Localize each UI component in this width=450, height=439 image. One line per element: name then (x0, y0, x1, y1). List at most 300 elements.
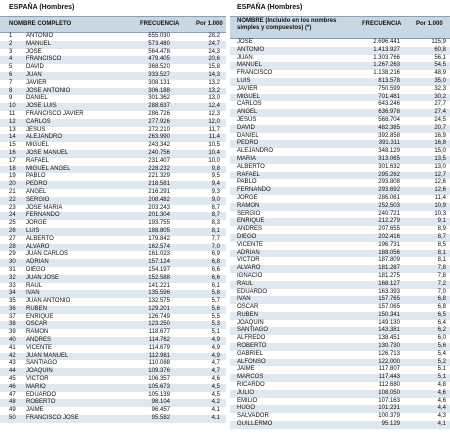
table-row (0, 220, 226, 228)
rank-cell: 20 (9, 181, 16, 188)
frequency-cell: 100.379 (378, 413, 400, 420)
table-row (230, 320, 450, 328)
name-cell: JUAN (237, 54, 253, 61)
name-cell: JESUS (237, 116, 257, 123)
per-thousand-cell: 12,6 (434, 179, 446, 186)
name-cell: ANTONIO (237, 46, 265, 53)
table-row (230, 327, 450, 335)
table-row (230, 265, 450, 273)
per-thousand-cell: 12,6 (434, 187, 446, 194)
rank-cell: 42 (9, 352, 16, 359)
name-cell: ALEJANDRO (237, 148, 274, 155)
per-thousand-cell: 13,0 (434, 163, 446, 170)
right-table-title: ESPAÑA (Hombres) (237, 4, 303, 11)
name-cell: RUBEN (237, 311, 259, 318)
name-cell: CARLOS (237, 101, 262, 108)
name-cell: JOSE ANTONIO (26, 87, 71, 94)
name-cell: ADRIAN (237, 249, 260, 256)
name-cell: SALVADOR (237, 413, 269, 420)
rank-cell: 30 (9, 259, 16, 266)
per-thousand-cell: 4,1 (211, 407, 220, 414)
rank-cell: 25 (9, 220, 16, 227)
table-row (0, 353, 226, 361)
per-thousand-cell: 27,7 (434, 101, 446, 108)
name-cell: PABLO (26, 173, 46, 180)
frequency-cell: 161.023 (148, 251, 170, 258)
table-row (0, 244, 226, 252)
name-cell: FRANCISCO (26, 56, 62, 63)
name-cell: DAVID (26, 64, 44, 71)
per-thousand-cell: 24,3 (208, 48, 220, 55)
name-cell: MARCOS (237, 374, 264, 381)
rank-cell: 29 (9, 251, 16, 258)
table-row (0, 368, 226, 376)
name-cell: EMILIO (237, 397, 258, 404)
frequency-cell: 98.104 (151, 399, 170, 406)
frequency-cell: 114.762 (148, 337, 170, 344)
table-row (230, 195, 450, 203)
frequency-cell: 203.243 (148, 204, 170, 211)
name-cell: ALEJANDRO (26, 134, 63, 141)
per-thousand-cell: 6,6 (211, 274, 220, 281)
frequency-cell: 141.221 (148, 282, 170, 289)
per-thousand-cell: 56,1 (434, 54, 446, 61)
table-row (230, 413, 450, 421)
frequency-cell: 750.599 (378, 85, 400, 92)
per-thousand-cell: 7,7 (211, 235, 220, 242)
per-thousand-cell: 4,7 (211, 360, 220, 367)
right-table-body (230, 39, 450, 429)
frequency-cell: 105.139 (148, 391, 170, 398)
name-cell: DIEGO (237, 233, 257, 240)
name-cell: JOSE LUIS (26, 103, 57, 110)
rank-cell: 48 (9, 399, 16, 406)
table-row (0, 267, 226, 275)
rank-cell: 9 (9, 95, 13, 102)
frequency-cell: 212.279 (378, 218, 400, 225)
right-header-per-thousand: Por 1.000 (416, 21, 443, 27)
rank-cell: 34 (9, 290, 16, 297)
rank-cell: 23 (9, 204, 16, 211)
rank-cell: 40 (9, 337, 16, 344)
frequency-cell: 564.478 (148, 48, 170, 55)
frequency-cell: 130.730 (378, 343, 400, 350)
simple-names-table (230, 0, 450, 429)
name-cell: DANIEL (26, 95, 48, 102)
per-thousand-cell: 5,4 (437, 350, 446, 357)
name-cell: PEDRO (26, 181, 48, 188)
per-thousand-cell: 7,8 (437, 272, 446, 279)
name-cell: JAVIER (237, 85, 258, 92)
name-cell: JUAN ANTONIO (26, 298, 71, 305)
frequency-cell: 122.000 (378, 358, 400, 365)
per-thousand-cell: 24,7 (208, 40, 220, 47)
per-thousand-cell: 8,1 (437, 249, 446, 256)
frequency-cell: 813.578 (378, 77, 400, 84)
frequency-cell: 293.692 (378, 187, 400, 194)
frequency-cell: 2.696.441 (373, 39, 400, 45)
name-cell: RAUL (237, 280, 254, 287)
frequency-cell: 157.124 (148, 259, 170, 266)
table-row (0, 134, 226, 142)
per-thousand-cell: 16,9 (434, 132, 446, 139)
per-thousand-cell: 11,7 (208, 126, 220, 133)
rank-cell: 6 (9, 71, 13, 78)
per-thousand-cell: 10,9 (434, 202, 446, 209)
rank-cell: 15 (9, 142, 16, 149)
frequency-cell: 243.342 (148, 142, 170, 149)
per-thousand-cell: 5,5 (211, 313, 220, 320)
table-row (230, 234, 450, 242)
frequency-cell: 179.842 (148, 235, 170, 242)
frequency-cell: 181.275 (378, 272, 400, 279)
frequency-cell: 117.807 (378, 366, 400, 373)
frequency-cell: 240.756 (148, 149, 170, 156)
name-cell: ANGEL (237, 109, 258, 116)
frequency-cell: 263.990 (148, 134, 170, 141)
name-cell: VICENTE (237, 241, 264, 248)
per-thousand-cell: 4,7 (211, 368, 220, 375)
per-thousand-cell: 35,0 (434, 77, 446, 84)
per-thousand-cell: 20,6 (208, 56, 220, 63)
name-cell: DAVID (237, 124, 255, 131)
frequency-cell: 252.503 (378, 202, 400, 209)
frequency-cell: 306.188 (148, 87, 170, 94)
table-row (0, 360, 226, 368)
full-names-table (0, 0, 226, 423)
per-thousand-cell: 9,1 (437, 218, 446, 225)
frequency-cell: 568.704 (378, 116, 400, 123)
per-thousand-cell: 6,8 (437, 304, 446, 311)
table-row (230, 133, 450, 141)
name-cell: PEDRO (237, 140, 259, 147)
table-row (0, 111, 226, 119)
table-row (0, 95, 226, 103)
frequency-cell: 301.632 (378, 163, 400, 170)
per-thousand-cell: 9,3 (211, 188, 220, 195)
name-cell: HUGO (237, 405, 255, 412)
name-cell: RICARDO (237, 382, 265, 389)
per-thousand-cell: 13,2 (208, 87, 220, 94)
per-thousand-cell: 4,5 (211, 383, 220, 390)
per-thousand-cell: 10,3 (434, 210, 446, 217)
name-cell: ANGEL (26, 188, 47, 195)
table-row (230, 257, 450, 265)
table-row (0, 399, 226, 407)
name-cell: RAFAEL (237, 171, 261, 178)
name-cell: IVAN (237, 296, 251, 303)
name-cell: JAIME (237, 366, 255, 373)
per-thousand-cell: 5,3 (211, 321, 220, 328)
frequency-cell: 106.357 (148, 376, 170, 383)
frequency-cell: 150.341 (378, 311, 400, 318)
per-thousand-cell: 12,3 (208, 110, 220, 117)
rank-cell: 19 (9, 173, 16, 180)
name-cell: VICTOR (26, 376, 49, 383)
per-thousand-cell: 5,1 (211, 329, 220, 336)
name-cell: JORGE (237, 194, 258, 201)
table-row (230, 374, 450, 382)
rank-cell: 2 (9, 40, 13, 47)
name-cell: MIGUEL (26, 142, 50, 149)
per-thousand-cell: 5,6 (437, 343, 446, 350)
per-thousand-cell: 4,8 (437, 382, 446, 389)
per-thousand-cell: 8,5 (437, 241, 446, 248)
table-row (230, 343, 450, 351)
name-cell: VICENTE (26, 344, 53, 351)
per-thousand-cell: 5,6 (211, 305, 220, 312)
rank-cell: 36 (9, 305, 16, 312)
frequency-cell: 193.755 (148, 220, 170, 227)
per-thousand-cell: 115,9 (431, 39, 446, 45)
table-row (230, 211, 450, 219)
per-thousand-cell: 54,5 (434, 62, 446, 69)
name-cell: MANUEL (237, 62, 263, 69)
name-cell: FRANCISCO (237, 70, 273, 77)
frequency-cell: 154.197 (148, 266, 170, 273)
frequency-cell: 157.065 (378, 304, 400, 311)
rank-cell: 18 (9, 165, 16, 172)
per-thousand-cell: 13,5 (434, 155, 446, 162)
per-thousand-cell: 9,4 (211, 181, 220, 188)
per-thousand-cell: 8,9 (437, 226, 446, 233)
per-thousand-cell: 5,1 (437, 374, 446, 381)
table-row (0, 205, 226, 213)
table-row (0, 103, 226, 111)
rank-cell: 33 (9, 282, 16, 289)
table-row (230, 273, 450, 281)
table-row (230, 398, 450, 406)
per-thousand-cell: 15,8 (208, 64, 220, 71)
per-thousand-cell: 7,2 (437, 280, 446, 287)
table-row (230, 405, 450, 413)
per-thousand-cell: 6,5 (437, 311, 446, 318)
per-thousand-cell: 7,8 (437, 265, 446, 272)
per-thousand-cell: 5,8 (211, 290, 220, 297)
table-row (230, 47, 450, 55)
name-cell: FERNANDO (26, 212, 60, 219)
rank-cell: 17 (9, 157, 16, 164)
rank-cell: 5 (9, 64, 13, 71)
frequency-cell: 138.451 (378, 335, 400, 342)
name-cell: RAFAEL (26, 157, 50, 164)
per-thousand-cell: 10,5 (208, 142, 220, 149)
per-thousand-cell: 5,1 (437, 366, 446, 373)
rank-cell: 35 (9, 298, 16, 305)
frequency-cell: 228.232 (148, 165, 170, 172)
per-thousand-cell: 60,8 (434, 46, 446, 53)
rank-cell: 41 (9, 344, 16, 351)
table-row (0, 337, 226, 345)
frequency-cell: 123.250 (148, 321, 170, 328)
name-cell: JOSE MARIA (26, 204, 63, 211)
per-thousand-cell: 8,3 (211, 220, 220, 227)
name-cell: ANTONIO (26, 33, 54, 39)
name-cell: MIGUEL ANGEL (26, 165, 71, 172)
per-thousand-cell: 20,7 (434, 124, 446, 131)
frequency-cell: 202.416 (378, 233, 400, 240)
frequency-cell: 118.677 (148, 329, 170, 336)
table-row (0, 275, 226, 283)
name-cell: ANDRES (26, 337, 52, 344)
per-thousand-cell: 15,0 (434, 148, 446, 155)
table-row (0, 189, 226, 197)
per-thousand-cell: 4,6 (211, 376, 220, 383)
table-row (0, 33, 226, 41)
frequency-cell: 391.311 (378, 140, 400, 147)
table-row (230, 164, 450, 172)
table-row (230, 390, 450, 398)
frequency-cell: 636.978 (378, 109, 400, 116)
name-cell: DIEGO (26, 266, 46, 273)
frequency-cell: 95.582 (151, 415, 170, 422)
right-header-frequency: FRECUENCIA (362, 21, 402, 27)
table-row (0, 150, 226, 158)
table-row (0, 80, 226, 88)
per-thousand-cell: 7,0 (211, 243, 220, 250)
per-thousand-cell: 4,9 (211, 344, 220, 351)
table-row (0, 329, 226, 337)
rank-cell: 39 (9, 329, 16, 336)
frequency-cell: 114.679 (148, 344, 170, 351)
frequency-cell: 231.407 (148, 157, 170, 164)
frequency-cell: 188.056 (378, 249, 400, 256)
table-row (0, 158, 226, 166)
frequency-cell: 295.262 (378, 171, 400, 178)
table-row (230, 148, 450, 156)
frequency-cell: 126.713 (378, 350, 400, 357)
frequency-cell: 149.130 (378, 319, 400, 326)
frequency-cell: 108.050 (378, 389, 400, 396)
rank-cell: 49 (9, 407, 16, 414)
name-cell: ALBERTO (237, 163, 265, 170)
frequency-cell: 95.129 (381, 421, 400, 428)
table-row (230, 281, 450, 289)
rank-cell: 31 (9, 266, 16, 273)
frequency-cell: 117.443 (378, 374, 400, 381)
table-row (230, 296, 450, 304)
left-header-name: NOMBRE COMPLETO (9, 21, 72, 27)
rank-cell: 12 (9, 118, 16, 125)
table-row (230, 156, 450, 164)
rank-cell: 38 (9, 321, 16, 328)
name-cell: ALBERTO (26, 235, 54, 242)
name-cell: IVAN (26, 290, 40, 297)
frequency-cell: 109.376 (148, 368, 170, 375)
name-cell: ROBERTO (237, 343, 267, 350)
per-thousand-cell: 8,1 (211, 227, 220, 234)
rank-cell: 47 (9, 391, 16, 398)
per-thousand-cell: 11,4 (434, 194, 446, 201)
name-cell: MARIO (26, 383, 46, 390)
per-thousand-cell: 6,2 (437, 327, 446, 334)
table-row (230, 218, 450, 226)
table-row (230, 94, 450, 102)
per-thousand-cell: 12,4 (208, 103, 220, 110)
frequency-cell: 1.303.766 (373, 54, 400, 61)
table-row (0, 298, 226, 306)
table-row (0, 290, 226, 298)
per-thousand-cell: 10,4 (208, 149, 220, 156)
name-cell: JESUS (26, 126, 46, 133)
per-thousand-cell: 28,2 (208, 33, 220, 39)
frequency-cell: 293.808 (378, 179, 400, 186)
name-cell: VICTOR (237, 257, 260, 264)
name-cell: GABRIEL (237, 350, 264, 357)
per-thousand-cell: 4,1 (211, 415, 220, 422)
frequency-cell: 168.127 (378, 280, 400, 287)
name-cell: LUIS (26, 227, 40, 234)
frequency-cell: 152.588 (148, 274, 170, 281)
frequency-cell: 479.405 (148, 56, 170, 63)
rank-cell: 24 (9, 212, 16, 219)
name-cell: JAVIER (26, 79, 47, 86)
table-row (230, 86, 450, 94)
frequency-cell: 112.680 (378, 382, 400, 389)
rank-cell: 10 (9, 103, 16, 110)
table-row (0, 88, 226, 96)
per-thousand-cell: 7,0 (437, 288, 446, 295)
frequency-cell: 96.457 (151, 407, 170, 414)
per-thousand-cell: 14,3 (208, 71, 220, 78)
name-cell: SANTIAGO (26, 360, 58, 367)
rank-cell: 4 (9, 56, 13, 63)
name-cell: OSCAR (26, 321, 48, 328)
frequency-cell: 129.201 (148, 305, 170, 312)
per-thousand-cell: 48,9 (434, 70, 446, 77)
rank-cell: 7 (9, 79, 13, 86)
per-thousand-cell: 24,5 (434, 116, 446, 123)
per-thousand-cell: 4,9 (211, 337, 220, 344)
table-row (0, 197, 226, 205)
table-row (0, 251, 226, 259)
rank-cell: 22 (9, 196, 16, 203)
per-thousand-cell: 8,1 (437, 257, 446, 264)
rank-cell: 46 (9, 383, 16, 390)
frequency-cell: 105.673 (148, 383, 170, 390)
frequency-cell: 157.765 (378, 296, 400, 303)
name-cell: JUAN JOSE (26, 274, 60, 281)
rank-cell: 1 (9, 33, 13, 39)
name-cell: RUBEN (26, 305, 48, 312)
table-row (0, 376, 226, 384)
table-row (0, 72, 226, 80)
per-thousand-cell: 12,7 (434, 171, 446, 178)
table-row (230, 140, 450, 148)
per-thousand-cell: 4,6 (437, 389, 446, 396)
frequency-cell: 110.088 (148, 360, 170, 367)
name-cell: ANDRES (237, 226, 263, 233)
frequency-cell: 1.138.216 (373, 70, 400, 77)
rank-cell: 37 (9, 313, 16, 320)
frequency-cell: 132.575 (148, 298, 170, 305)
name-cell: MANUEL (26, 40, 52, 47)
frequency-cell: 482.385 (378, 124, 400, 131)
name-cell: EDUARDO (26, 391, 57, 398)
name-cell: JUAN (26, 71, 42, 78)
table-row (230, 39, 450, 47)
name-cell: ALFONSO (237, 358, 266, 365)
frequency-cell: 101.231 (378, 405, 400, 412)
frequency-cell: 333.527 (148, 71, 170, 78)
table-row (230, 70, 450, 78)
frequency-cell: 286.061 (378, 194, 400, 201)
frequency-cell: 107.163 (378, 397, 400, 404)
per-thousand-cell: 4,3 (437, 413, 446, 420)
per-thousand-cell: 6,0 (437, 335, 446, 342)
frequency-cell: 196.731 (378, 241, 400, 248)
table-row (0, 64, 226, 72)
